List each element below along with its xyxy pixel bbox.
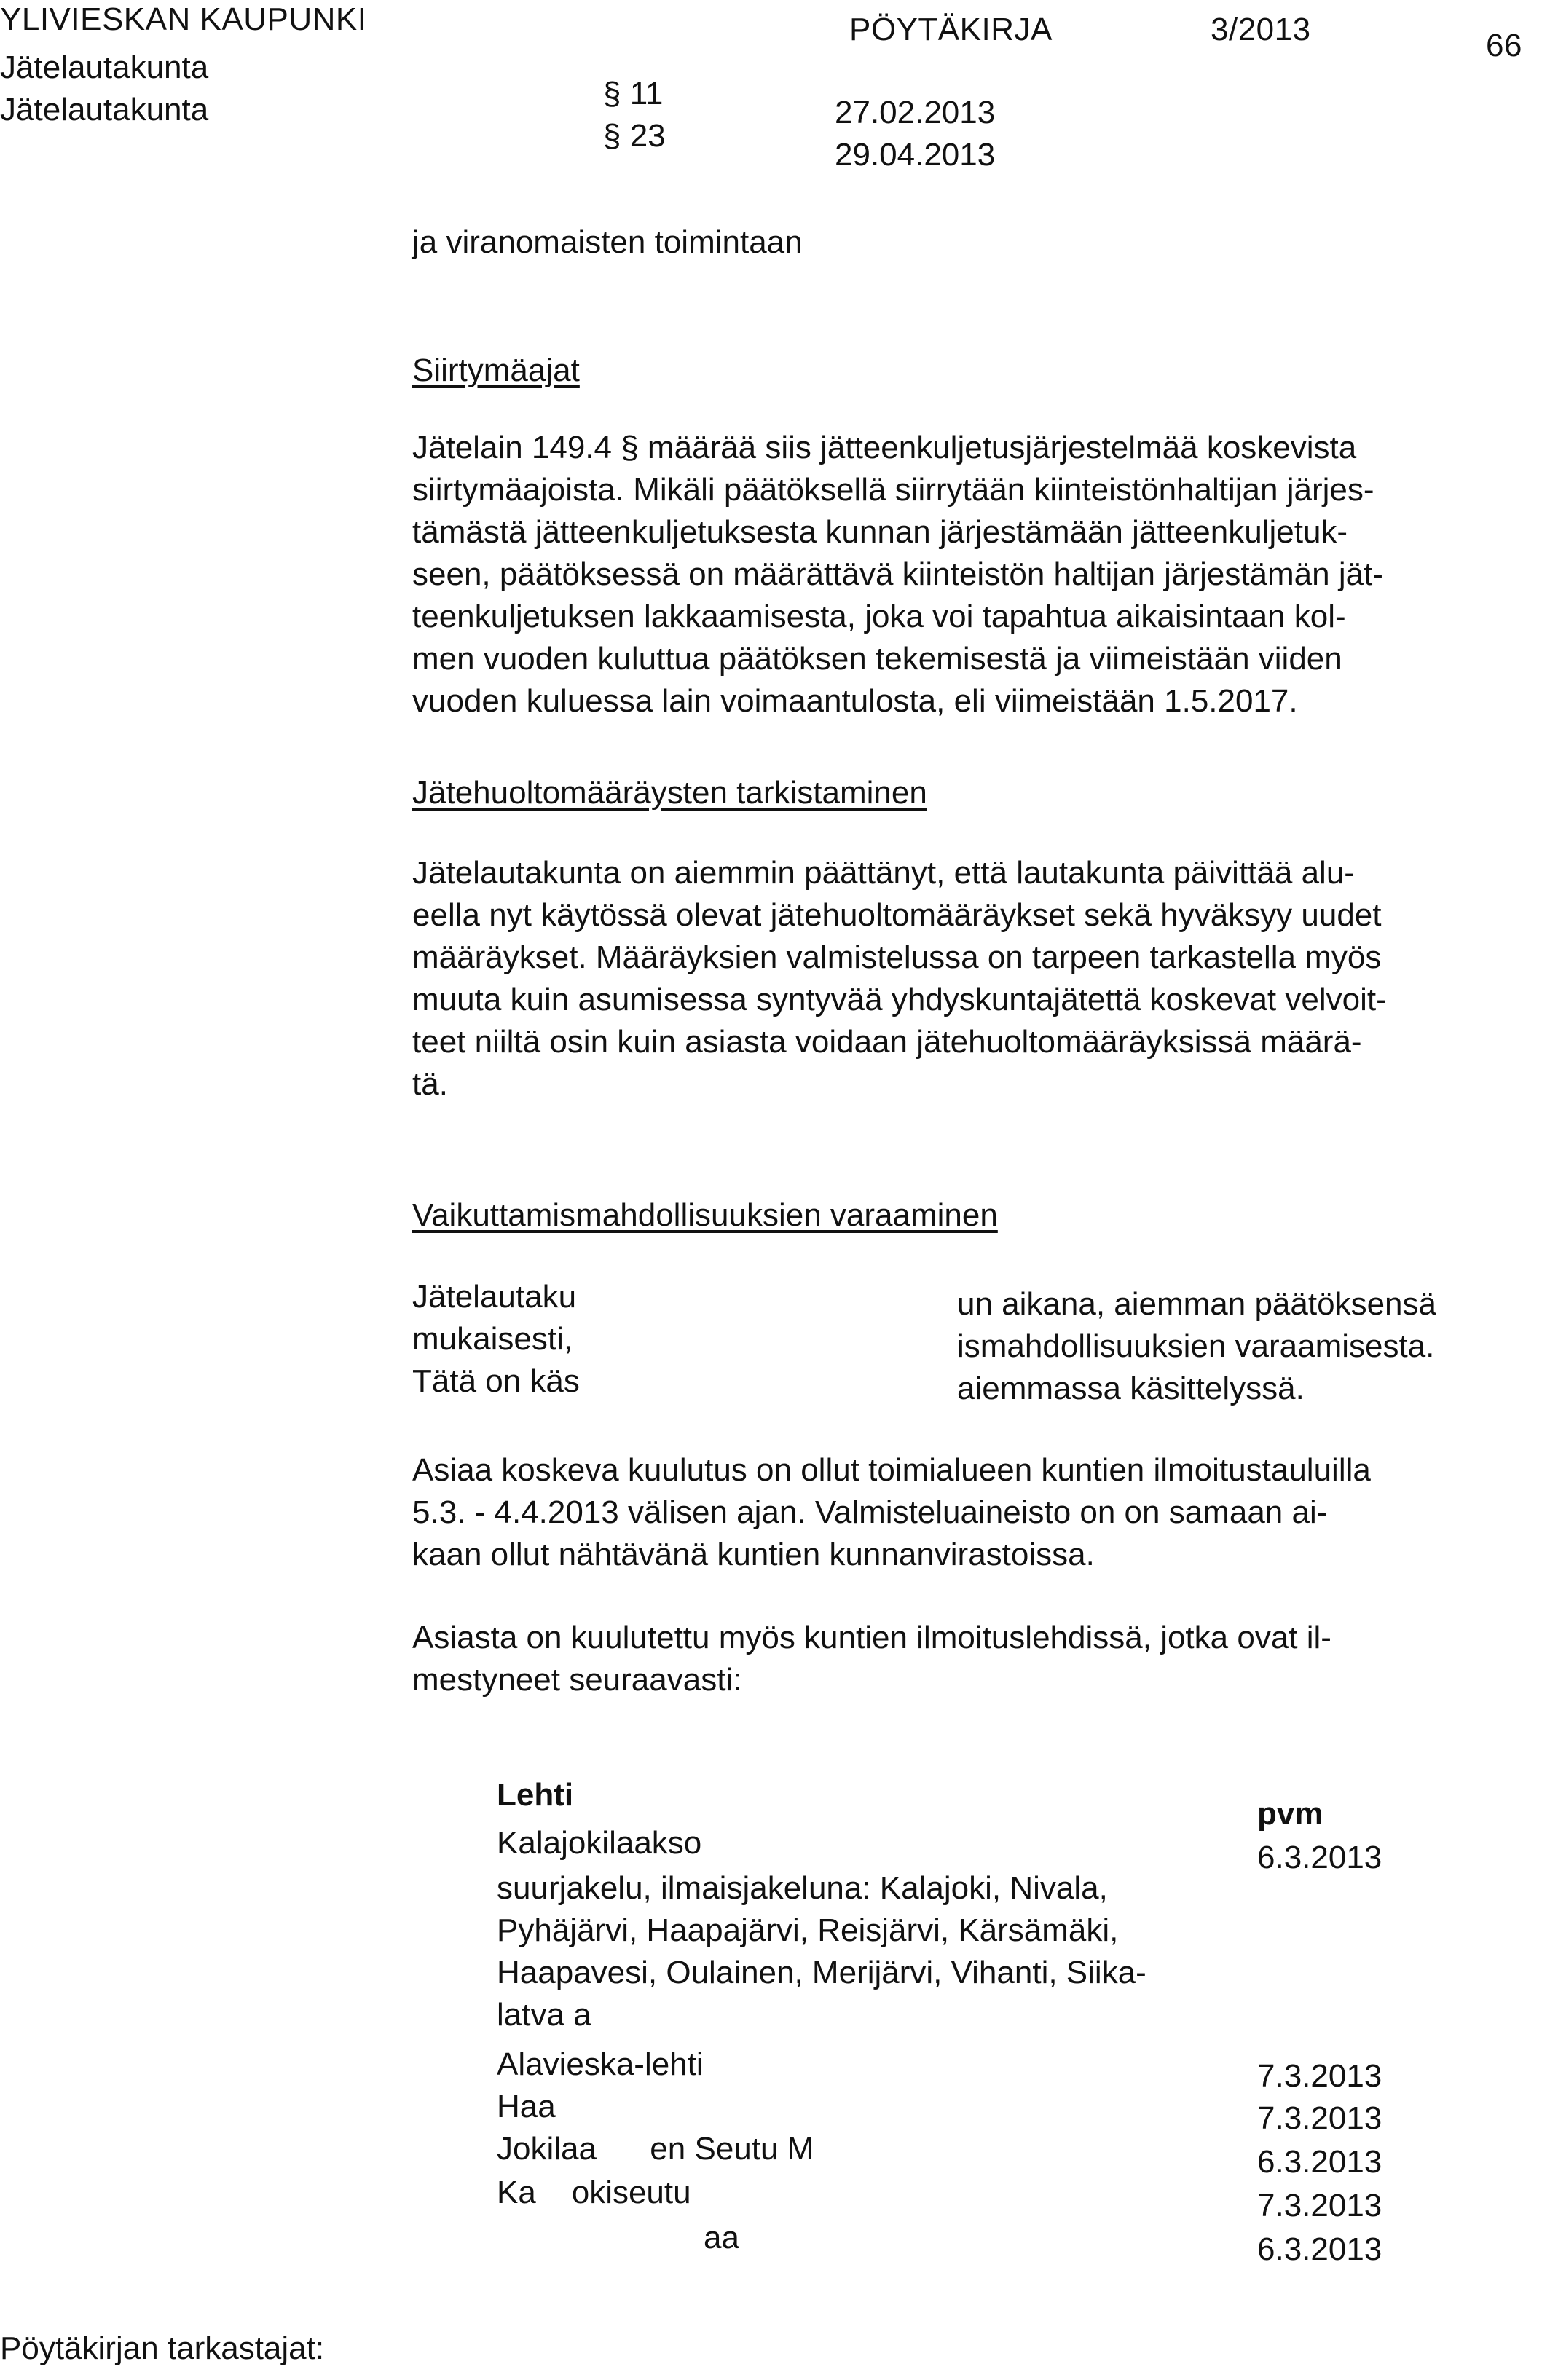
paragraph-line: 5.3. - 4.4.2013 välisen ajan. Valmisteluaineisto on on samaan ai- — [412, 1494, 1328, 1530]
table-row-paper: suurjakelu, ilmaisjakeluna: Kalajoki, Nivala, — [497, 1870, 1108, 1906]
footer-inspectors-label: Pöytäkirjan tarkastajat: — [0, 2330, 325, 2366]
table-row-date: 7.3.2013 — [1257, 2058, 1382, 2094]
heading-tarkistaminen: Jätehuoltomääräysten tarkistaminen — [412, 775, 927, 811]
paragraph-line: teenkuljetuksen lakkaamisesta, joka voi tapahtua aikaisintaan kol- — [412, 599, 1346, 634]
issue-number: 3/2013 — [1211, 12, 1311, 47]
paragraph-line: Jätelautakunta on aiemmin päättänyt, että lautakunta päivittää alu- — [412, 855, 1355, 891]
fragment-left: Jätelautaku — [412, 1279, 577, 1315]
ref-section-1: § 11 — [603, 76, 664, 111]
page-number: 66 — [1486, 28, 1522, 63]
table-row-paper: Ka okiseutu — [497, 2175, 691, 2210]
paragraph-line: Asiaa koskeva kuulutus on ollut toimialueen kuntien ilmoitustauluilla — [412, 1452, 1371, 1488]
table-row-paper: latva a — [497, 1997, 591, 2033]
paragraph-line: Asiasta on kuulutettu myös kuntien ilmoituslehdissä, jotka ovat il- — [412, 1620, 1331, 1655]
ref-date-1: 27.02.2013 — [835, 95, 996, 130]
fragment-left: mukaisesti, — [412, 1321, 573, 1357]
table-row-date: 6.3.2013 — [1257, 2144, 1382, 2180]
table-row-paper: aa — [704, 2220, 739, 2255]
paragraph-line: Jätelain 149.4 § määrää siis jätteenkuljetusjärjestelmää koskevista — [412, 430, 1357, 465]
paragraph-line: men vuoden kuluttua päätöksen tekemisestä ja viimeistään viiden — [412, 641, 1342, 677]
table-row-date: 7.3.2013 — [1257, 2100, 1382, 2136]
ref-body-1: Jätelautakunta — [0, 50, 209, 85]
paragraph-line: määräykset. Määräyksien valmistelussa on tarpeen tarkastella myös — [412, 939, 1382, 975]
paragraph-line: siirtymäajoista. Mikäli päätöksellä siirrytään kiinteistönhaltijan järjes- — [412, 472, 1374, 508]
paragraph-kuulutus — [412, 1449, 1534, 1576]
table-header-date: pvm — [1257, 1796, 1323, 1832]
paragraph-line: teet niiltä osin kuin asiasta voidaan jätehuoltomääräyksissä määrä- — [412, 1024, 1362, 1060]
table-row-paper: Pyhäjärvi, Haapajärvi, Reisjärvi, Kärsämäki, — [497, 1912, 1119, 1948]
table-row-paper: Kalajokilaakso — [497, 1825, 702, 1861]
fragment-right: ismahdollisuuksien varaamisesta. — [957, 1328, 1435, 1364]
intro-line: ja viranomaisten toimintaan — [412, 224, 803, 260]
ref-body-2: Jätelautakunta — [0, 92, 209, 127]
paragraph-line: tä. — [412, 1066, 448, 1102]
table-row-date: 7.3.2013 — [1257, 2188, 1382, 2223]
heading-varaaminen: Vaikuttamismahdollisuuksien varaaminen — [412, 1197, 998, 1233]
organization-name: YLIVIESKAN KAUPUNKI — [0, 1, 367, 37]
paragraph-line: tämästä jätteenkuljetuksesta kunnan järjestämään jätteenkuljetuk- — [412, 514, 1348, 550]
table-row-date: 6.3.2013 — [1257, 2231, 1382, 2267]
paragraph-line: muuta kuin asumisessa syntyvää yhdyskuntajätettä koskevat velvoit- — [412, 982, 1387, 1017]
table-row-paper: Alavieska-lehti — [497, 2046, 704, 2082]
paragraph-line: eella nyt käytössä olevat jätehuoltomääräykset sekä hyväksyy uudet — [412, 897, 1382, 933]
paragraph-siirtymaajat — [412, 427, 1534, 722]
table-row-paper: Haapavesi, Oulainen, Merijärvi, Vihanti, Siika- — [497, 1955, 1146, 1990]
ref-section-2: § 23 — [603, 118, 666, 154]
table-row-date: 6.3.2013 — [1257, 1840, 1382, 1875]
paragraph-tarkistaminen — [412, 852, 1534, 1106]
table-row-paper: Haa — [497, 2089, 556, 2124]
table-row-paper: Jokilaa en Seutu M — [497, 2131, 814, 2167]
table-header-paper: Lehti — [497, 1777, 574, 1813]
paragraph-line: mestyneet seuraavasti: — [412, 1662, 742, 1698]
paragraph-ilmoitus — [412, 1617, 1534, 1701]
heading-siirtymaajat: Siirtymäajat — [412, 352, 580, 388]
paragraph-line: kaan ollut nähtävänä kuntien kunnanvirastoissa. — [412, 1537, 1095, 1572]
fragment-right: aiemmassa käsittelyssä. — [957, 1371, 1305, 1406]
fragment-left: Tätä on käs — [412, 1363, 580, 1399]
document-type: PÖYTÄKIRJA — [849, 12, 1053, 47]
paragraph-line: vuoden kuluessa lain voimaantulosta, eli viimeistään 1.5.2017. — [412, 683, 1298, 719]
fragment-right: un aikana, aiemman päätöksensä — [957, 1286, 1436, 1322]
ref-date-2: 29.04.2013 — [835, 137, 996, 173]
paragraph-line: seen, päätöksessä on määrättävä kiinteistön haltijan järjestämän jät- — [412, 556, 1383, 592]
